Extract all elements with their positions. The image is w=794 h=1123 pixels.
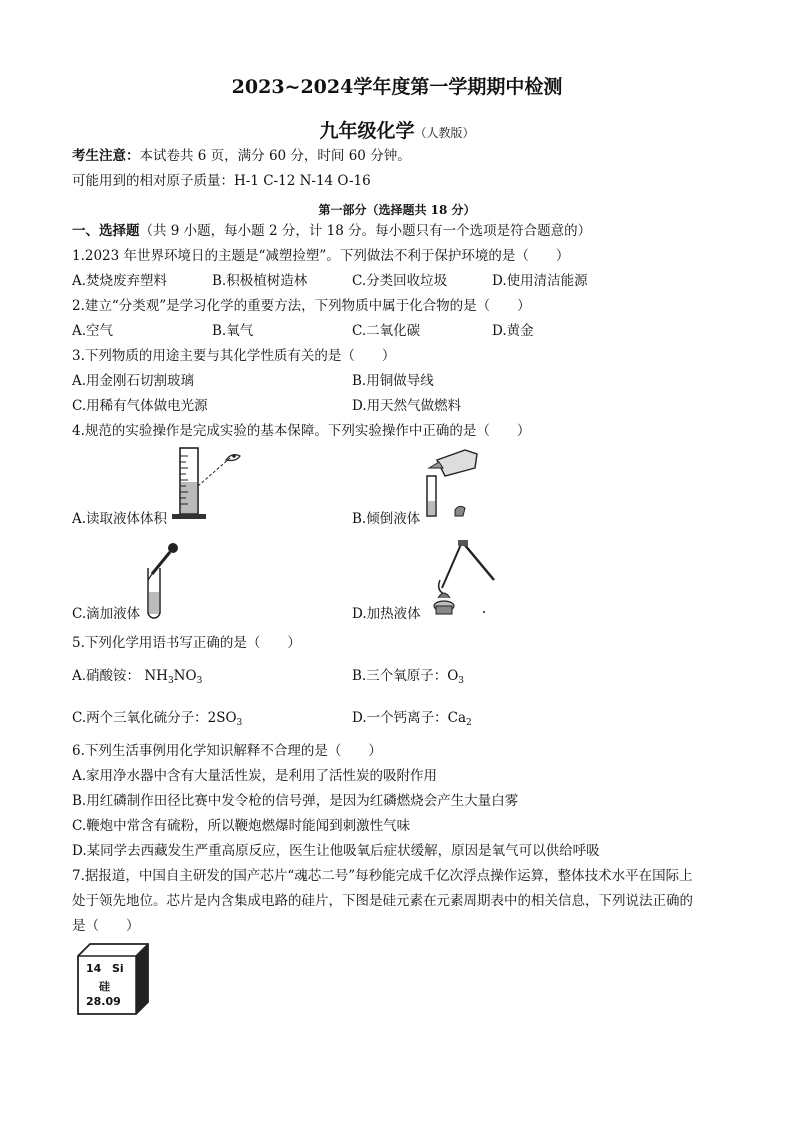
q2-option-c[interactable]: C.二氧化碳 (352, 323, 421, 339)
q4-option-d[interactable]: D.加热液体 (352, 606, 421, 622)
formula-ca2: $Ca_2$ (447, 710, 472, 728)
q5-option-d-label: D.一个钙离子： (352, 710, 448, 726)
q3-option-c[interactable]: C.用稀有气体做电光源 (72, 398, 208, 414)
formula-o3: $O_3$ (447, 668, 465, 686)
q4-option-c[interactable]: C.滴加液体 (72, 606, 141, 622)
q7-stem-line3: 是（ ） (72, 918, 140, 934)
q1-option-c[interactable]: C.分类回收垃圾 (352, 273, 448, 289)
heating-liquid-figure (420, 536, 500, 622)
q3-option-d[interactable]: D.用天然气做燃料 (352, 398, 462, 414)
q5-option-c-label: C.两个三氧化硫分子： (72, 710, 208, 726)
q4-stem: 4.规范的实验操作是完成实验的基本保障。下列实验操作中正确的是（ ） (72, 423, 531, 439)
part-text: （共 9 小题，每小题 2 分，计 18 分。每小题只有一个选项是符合题意的） (139, 223, 592, 239)
part-intro (72, 222, 591, 240)
q1-stem: 1.2023 年世界环境日的主题是“减塑捡塑”。下列做法不利于保护环境的是（ ） (72, 248, 570, 264)
silicon-element-card (72, 942, 152, 1018)
element-symbol: Si (112, 962, 124, 975)
q2-option-b[interactable]: B.氧气 (212, 323, 254, 339)
q7-stem-line1: 7.据报道，中国自主研发的国产芯片“魂芯二号”每秒能完成千亿次浮点操作运算，整体技术水平在国际上 (72, 868, 693, 884)
notice-label: 考生注意： (72, 148, 140, 164)
graduated-cylinder-figure (168, 446, 258, 522)
q5-option-b-label: B.三个氧原子： (352, 668, 448, 684)
q5-option-c[interactable] (72, 709, 242, 732)
q3-option-a[interactable]: A.用金刚石切割玻璃 (72, 373, 195, 389)
edition-label: （人教版） (414, 126, 475, 140)
q6-option-c[interactable]: C.鞭炮中常含有硫粉，所以鞭炮燃爆时能闻到刺激性气味 (72, 818, 411, 834)
q5-option-a-label: A.硝酸铵： (72, 668, 141, 684)
element-name: 硅 (99, 980, 110, 993)
q2-option-a[interactable]: A.空气 (72, 323, 114, 339)
exam-title: 2023~2024学年度第一学期期中检测 (231, 76, 563, 98)
atomic-masses: 可能用到的相对原子质量：H-1 C-12 N-14 O-16 (72, 173, 371, 189)
formula-2so3: $2SO_3$ (207, 710, 243, 728)
atomic-number: 14 (86, 962, 102, 975)
q1-option-a[interactable]: A.焚烧废弃塑料 (72, 273, 168, 289)
q5-option-d[interactable] (352, 709, 472, 732)
q4-option-b[interactable]: B.倾倒液体 (352, 511, 421, 527)
dropper-figure (140, 540, 190, 620)
q4-option-a[interactable]: A.读取液体体积 (72, 511, 168, 527)
subject-title: 九年级化学 (319, 120, 415, 142)
q7-stem-line2: 处于领先地位。芯片是内含集成电路的硅片，下图是硅元素在元素周期表中的相关信息，下列说法正确的 (72, 893, 693, 909)
pouring-liquid-figure (415, 446, 485, 522)
q6-option-d[interactable]: D.某同学去西藏发生严重高原反应，医生让他吸氧后症状缓解，原因是氧气可以供给呼吸 (72, 843, 600, 859)
q3-stem: 3.下列物质的用途主要与其化学性质有关的是（ ） (72, 348, 396, 364)
notice-text: 本试卷共 6 页，满分 60 分，时间 60 分钟。 (139, 148, 411, 164)
q6-stem: 6.下列生活事例用化学知识解释不合理的是（ ） (72, 743, 382, 759)
atomic-mass: 28.09 (86, 995, 121, 1008)
q5-stem: 5.下列化学用语书写正确的是（ ） (72, 635, 301, 651)
formula-nh3no3: $NH_3NO_3$ (144, 668, 203, 686)
q3-option-b[interactable]: B.用铜做导线 (352, 373, 434, 389)
exam-subtitle (0, 116, 794, 143)
part-label: 一、选择题 (72, 223, 140, 239)
q2-stem: 2.建立“分类观”是学习化学的重要方法，下列物质中属于化合物的是（ ） (72, 298, 531, 314)
q5-option-b[interactable] (352, 667, 464, 690)
q6-option-b[interactable]: B.用红磷制作田径比赛中发令枪的信号弹，是因为红磷燃烧会产生大量白雾 (72, 793, 519, 809)
q5-option-a[interactable] (72, 667, 202, 690)
q1-option-b[interactable]: B.积极植树造林 (212, 273, 308, 289)
q1-option-d[interactable]: D.使用清洁能源 (492, 273, 588, 289)
exam-notice (72, 147, 411, 165)
q2-option-d[interactable]: D.黄金 (492, 323, 534, 339)
section-title: 第一部分（选择题共 18 分） (318, 203, 476, 217)
q6-option-a[interactable]: A.家用净水器中含有大量活性炭，是利用了活性炭的吸附作用 (72, 768, 438, 784)
